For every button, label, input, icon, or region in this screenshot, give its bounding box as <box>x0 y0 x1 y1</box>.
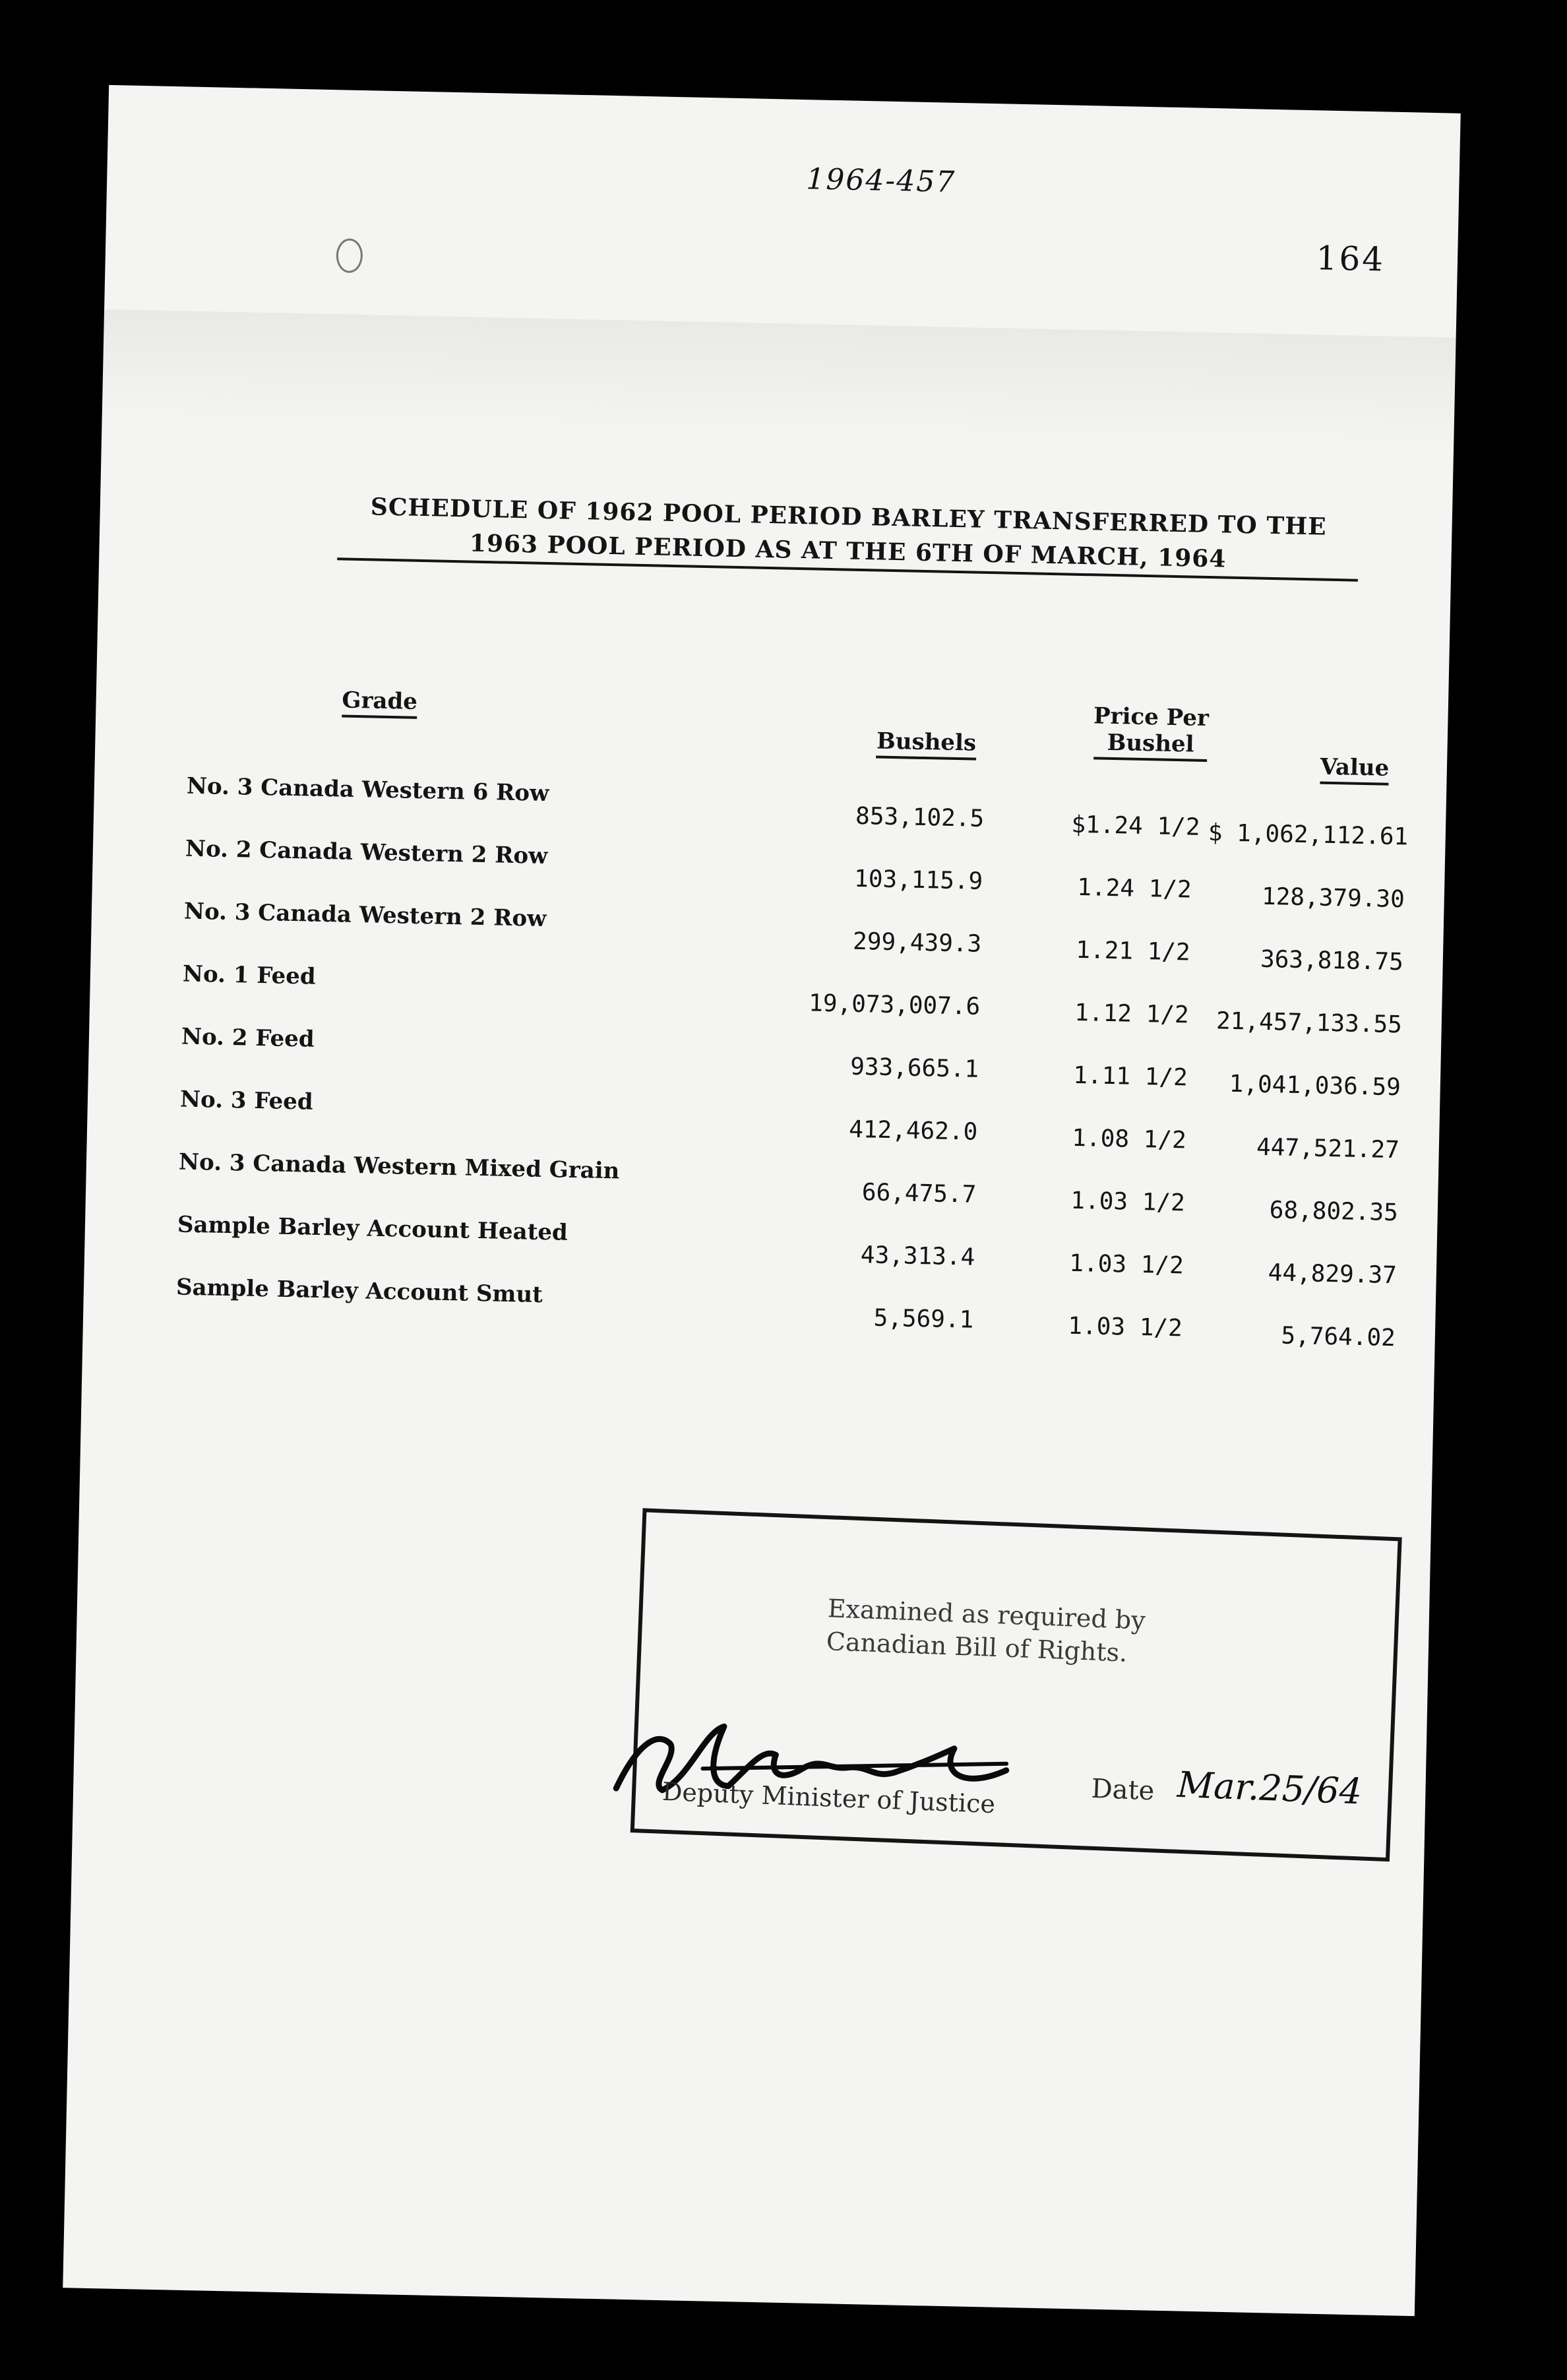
value-cell: 1,041,036.59 <box>1229 1070 1401 1102</box>
stamp-line-1: Examined as required by <box>827 1594 1146 1635</box>
handwritten-reference: 1964-457 <box>805 162 956 199</box>
price-cell: 1.21 1/2 <box>1075 936 1191 966</box>
price-cell: $1.24 1/2 <box>1071 811 1200 841</box>
value-cell: $ 1,062,112.61 <box>1208 819 1409 851</box>
price-header <box>1064 702 1237 758</box>
value-cell: 5,764.02 <box>1281 1322 1396 1352</box>
document-title <box>333 489 1363 582</box>
title-line-1: SCHEDULE OF 1962 POOL PERIOD BARLEY TRANSFERRED TO THE <box>370 493 1327 541</box>
value-cell: 68,802.35 <box>1269 1197 1399 1227</box>
bushels-cell: 299,439.3 <box>852 927 982 958</box>
grade-header <box>313 687 446 716</box>
grade-cell: No. 3 Canada Western Mixed Grain <box>178 1148 620 1185</box>
value-cell: 21,457,133.55 <box>1215 1007 1403 1039</box>
bushels-cell: 412,462.0 <box>848 1115 978 1146</box>
punch-hole <box>336 238 363 273</box>
price-header-line2: Bushel <box>1093 729 1208 762</box>
signer-label: Deputy Minister of Justice <box>661 1776 996 1819</box>
page-number: 164 <box>1316 239 1386 279</box>
bushels-header-label: Bushels <box>876 728 977 760</box>
price-cell: 1.03 1/2 <box>1068 1249 1184 1280</box>
value-header-label: Value <box>1320 754 1390 786</box>
price-header-line1: Price Per <box>1093 703 1210 732</box>
title-line-2: 1963 POOL PERIOD AS AT THE 6TH OF MARCH, 1964 <box>337 523 1359 581</box>
value-cell: 44,829.37 <box>1268 1259 1398 1290</box>
price-cell: 1.03 1/2 <box>1070 1187 1186 1217</box>
grade-cell: No. 3 Canada Western 6 Row <box>186 772 549 807</box>
value-cell: 447,521.27 <box>1256 1133 1400 1164</box>
grade-cell: No. 3 Feed <box>179 1086 314 1115</box>
price-cell: 1.24 1/2 <box>1076 873 1192 904</box>
stamp-line-2: Canadian Bill of Rights. <box>826 1627 1128 1668</box>
grade-header-label: Grade <box>342 687 417 719</box>
price-cell: 1.12 1/2 <box>1074 999 1190 1029</box>
certification-stamp <box>630 1508 1402 1862</box>
bushels-cell: 103,115.9 <box>853 865 983 895</box>
grade-cell: No. 2 Feed <box>181 1023 315 1053</box>
bushels-cell: 19,073,007.6 <box>808 989 981 1020</box>
value-header <box>1302 753 1408 782</box>
grade-cell: No. 3 Canada Western 2 Row <box>183 898 547 933</box>
value-cell: 363,818.75 <box>1260 945 1404 976</box>
price-cell: 1.08 1/2 <box>1071 1124 1187 1154</box>
price-cell: 1.11 1/2 <box>1072 1061 1188 1092</box>
bushels-cell: 43,313.4 <box>860 1241 975 1271</box>
value-cell: 128,379.30 <box>1261 883 1405 914</box>
bushels-cell: 66,475.7 <box>861 1179 977 1208</box>
bushels-header <box>827 727 1026 757</box>
document-page <box>63 85 1460 2316</box>
grade-cell: No. 1 Feed <box>182 960 317 990</box>
grade-cell: Sample Barley Account Smut <box>175 1274 543 1309</box>
grade-cell: Sample Barley Account Heated <box>177 1211 568 1246</box>
price-cell: 1.03 1/2 <box>1067 1312 1183 1342</box>
date-value: Mar.25/64 <box>1176 1763 1363 1813</box>
bushels-cell: 853,102.5 <box>855 802 985 832</box>
bushels-cell: 5,569.1 <box>873 1304 974 1334</box>
table-row <box>94 771 1446 851</box>
stamp-text <box>826 1592 1146 1670</box>
date-label: Date <box>1090 1773 1155 1807</box>
grade-cell: No. 2 Canada Western 2 Row <box>185 835 548 870</box>
bushels-cell: 933,665.1 <box>849 1053 979 1083</box>
